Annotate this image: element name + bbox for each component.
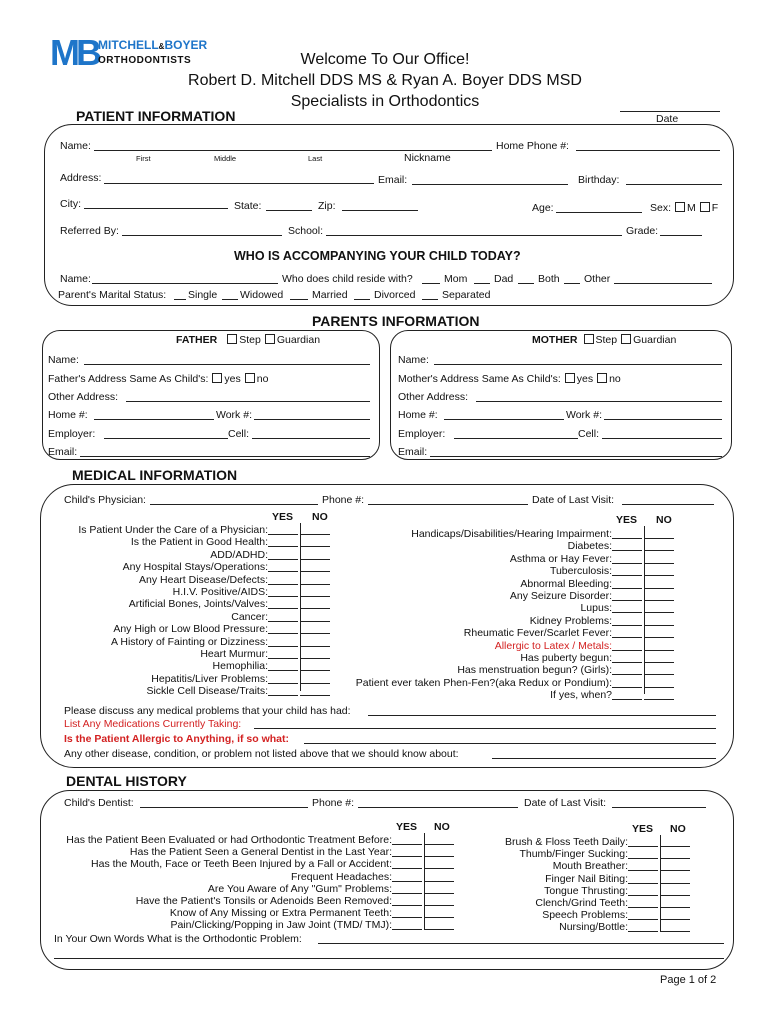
question-label: Are You Aware of Any "Gum" Problems: — [207, 882, 392, 895]
sex-m-checkbox[interactable] — [675, 202, 685, 212]
no-answer-line[interactable] — [424, 905, 454, 906]
question-label: Patient ever taken Phen-Fen?(aka Redux or Pondium): — [355, 676, 612, 689]
yes-answer-line[interactable] — [612, 687, 642, 688]
name-input[interactable] — [94, 150, 492, 151]
no-answer-line[interactable] — [644, 650, 674, 651]
no-answer-line[interactable] — [300, 621, 330, 622]
mother-other-address-input[interactable] — [476, 401, 722, 402]
yes-answer-line[interactable] — [612, 662, 642, 663]
no-answer-line[interactable] — [660, 870, 690, 871]
yes-answer-line[interactable] — [268, 695, 298, 696]
question-label: Know of Any Missing or Extra Permanent Teeth: — [169, 907, 392, 920]
yes-answer-line[interactable] — [268, 658, 298, 659]
no-answer-line[interactable] — [300, 596, 330, 597]
question-label: Diabetes: — [567, 540, 612, 553]
mother-name-input[interactable] — [434, 364, 722, 365]
yes-answer-line[interactable] — [612, 538, 642, 539]
question-label: Any Hospital Stays/Operations: — [122, 561, 268, 574]
no-answer-line[interactable] — [424, 929, 454, 930]
question-label: Has puberty begun: — [520, 652, 612, 664]
no-answer-line[interactable] — [644, 699, 674, 700]
zip-input[interactable] — [342, 210, 418, 211]
state-input[interactable] — [266, 210, 312, 211]
no-answer-line[interactable] — [644, 612, 674, 613]
question-label: Sickle Cell Disease/Traits: — [146, 685, 268, 698]
question-label: Finger Nail Biting: — [545, 872, 628, 885]
accompany-name-input[interactable] — [92, 283, 278, 284]
yes-answer-line[interactable] — [392, 929, 422, 930]
city-input[interactable] — [84, 208, 228, 209]
no-answer-line[interactable] — [644, 625, 674, 626]
no-answer-line[interactable] — [660, 931, 690, 932]
yes-answer-line[interactable] — [628, 931, 658, 932]
yes-answer-line[interactable] — [392, 868, 422, 869]
grade-input[interactable] — [660, 235, 702, 236]
question-label: Tuberculosis: — [549, 565, 612, 578]
question-label: Has the Patient Seen a General Dentist in the Last Year: — [129, 846, 392, 859]
yes-answer-line[interactable] — [612, 612, 642, 613]
question-label: Rheumatic Fever/Scarlet Fever: — [463, 627, 612, 640]
no-answer-line[interactable] — [300, 646, 330, 647]
no-answer-line[interactable] — [660, 858, 690, 859]
no-answer-line[interactable] — [300, 534, 330, 535]
yes-answer-line[interactable] — [628, 858, 658, 859]
yes-answer-line[interactable] — [392, 917, 422, 918]
question-label: Any High or Low Blood Pressure: — [113, 623, 268, 636]
no-answer-line[interactable] — [424, 856, 454, 857]
yes-answer-line[interactable] — [612, 563, 642, 564]
yes-answer-line[interactable] — [268, 571, 298, 572]
no-answer-line[interactable] — [300, 658, 330, 659]
question-label: Has menstruation begun? (Girls): — [457, 664, 612, 677]
no-answer-line[interactable] — [644, 538, 674, 539]
no-answer-line[interactable] — [660, 907, 690, 908]
question-label: Tongue Thrusting: — [544, 884, 628, 897]
yes-answer-line[interactable] — [392, 893, 422, 894]
question-label: Hemophilia: — [212, 660, 268, 673]
question-label: Cancer: — [231, 610, 268, 623]
question-label: Is the Patient in Good Health: — [130, 536, 268, 549]
yes-answer-line[interactable] — [612, 588, 642, 589]
father-step-checkbox[interactable] — [227, 334, 237, 344]
address-input[interactable] — [104, 183, 374, 184]
no-answer-line[interactable] — [300, 571, 330, 572]
medical-section-title: MEDICAL INFORMATION — [72, 467, 238, 483]
yes-answer-line[interactable] — [628, 846, 658, 847]
yes-answer-line[interactable] — [268, 646, 298, 647]
no-answer-line[interactable] — [644, 637, 674, 638]
question-label: Frequent Headaches: — [291, 870, 392, 883]
question-label: A History of Fainting or Dizziness: — [111, 635, 268, 648]
father-name-input[interactable] — [84, 364, 370, 365]
no-answer-line[interactable] — [300, 559, 330, 560]
yes-answer-line[interactable] — [612, 699, 642, 700]
yes-answer-line[interactable] — [268, 534, 298, 535]
age-input[interactable] — [556, 212, 642, 213]
no-answer-line[interactable] — [660, 846, 690, 847]
yes-answer-line[interactable] — [612, 600, 642, 601]
name-label: Name: — [60, 140, 91, 152]
question-label: ADD/ADHD: — [210, 548, 268, 561]
question-label: Lupus: — [580, 602, 612, 615]
no-answer-line[interactable] — [660, 919, 690, 920]
yes-answer-line[interactable] — [612, 575, 642, 576]
no-answer-line[interactable] — [660, 895, 690, 896]
yes-answer-line[interactable] — [612, 650, 642, 651]
logo-initials: MB — [50, 32, 98, 73]
no-answer-line[interactable] — [644, 674, 674, 675]
yes-answer-line[interactable] — [612, 625, 642, 626]
no-answer-line[interactable] — [300, 670, 330, 671]
email-input[interactable] — [412, 184, 568, 185]
school-input[interactable] — [326, 235, 622, 236]
father-guardian-checkbox[interactable] — [265, 334, 275, 344]
question-label: If yes, when? — [550, 689, 612, 702]
no-answer-line[interactable] — [644, 563, 674, 564]
sex-f-checkbox[interactable] — [700, 202, 710, 212]
no-answer-line[interactable] — [424, 893, 454, 894]
question-label: Artificial Bones, Joints/Valves: — [128, 598, 268, 611]
question-label: Asthma or Hay Fever: — [509, 552, 612, 565]
yes-answer-line[interactable] — [628, 919, 658, 920]
question-label: Hepatitis/Liver Problems: — [151, 672, 268, 685]
logo-name-2: BOYER — [164, 38, 208, 52]
yes-answer-line[interactable] — [628, 883, 658, 884]
question-label: Has the Patient Been Evaluated or had Orthodontic Treatment Before: — [66, 834, 392, 846]
no-answer-line[interactable] — [424, 868, 454, 869]
yes-answer-line[interactable] — [268, 546, 298, 547]
no-answer-line[interactable] — [424, 881, 454, 882]
dental-section-title: DENTAL HISTORY — [66, 773, 187, 789]
no-answer-line[interactable] — [644, 600, 674, 601]
question-label: Any Heart Disease/Defects: — [139, 573, 268, 586]
no-answer-line[interactable] — [644, 687, 674, 688]
yes-answer-line[interactable] — [268, 559, 298, 560]
question-label: Handicaps/Disabilities/Hearing Impairment: — [411, 528, 612, 540]
question-label: Any Seizure Disorder: — [509, 590, 612, 602]
question-label: Allergic to Latex / Metals: — [494, 639, 612, 652]
question-label: Is Patient Under the Care of a Physician: — [78, 524, 268, 536]
yes-answer-line[interactable] — [268, 683, 298, 684]
no-answer-line[interactable] — [300, 633, 330, 634]
no-answer-line[interactable] — [424, 844, 454, 845]
question-label: Brush & Floss Teeth Daily: — [505, 836, 628, 848]
yes-answer-line[interactable] — [268, 633, 298, 634]
no-answer-line[interactable] — [644, 550, 674, 551]
question-label: Has the Mouth, Face or Teeth Been Injured by a Fall or Accident: — [91, 858, 392, 871]
reside-other-input[interactable] — [614, 283, 712, 284]
question-label: Pain/Clicking/Popping in Jaw Joint (TMD/ TMJ): — [170, 919, 392, 932]
date-label: Date — [656, 113, 679, 125]
question-label: H.I.V. Positive/AIDS: — [172, 586, 268, 598]
question-label: Thumb/Finger Sucking: — [519, 848, 628, 861]
yes-answer-line[interactable] — [268, 670, 298, 671]
mother-guardian-checkbox[interactable] — [621, 334, 631, 344]
father-same-no[interactable] — [245, 373, 255, 383]
yes-answer-line[interactable] — [268, 584, 298, 585]
yes-answer-line[interactable] — [612, 637, 642, 638]
yes-answer-line[interactable] — [268, 608, 298, 609]
yes-answer-line[interactable] — [392, 881, 422, 882]
home-phone-input[interactable] — [576, 150, 720, 151]
no-answer-line[interactable] — [424, 917, 454, 918]
birthday-input[interactable] — [626, 184, 722, 185]
specialty-title: Specialists in Orthodontics — [290, 93, 480, 110]
no-answer-line[interactable] — [300, 695, 330, 696]
question-label: Have the Patient's Tonsils or Adenoids Been Removed: — [135, 895, 392, 907]
own-words-input[interactable] — [318, 943, 724, 944]
yes-answer-line[interactable] — [628, 907, 658, 908]
no-answer-line[interactable] — [644, 575, 674, 576]
yes-answer-line[interactable] — [268, 621, 298, 622]
yes-answer-line[interactable] — [392, 844, 422, 845]
father-other-address-input[interactable] — [126, 401, 370, 402]
question-label: Speech Problems: — [542, 909, 628, 922]
doctors-title: Robert D. Mitchell DDS MS & Ryan A. Boyer DDS MSD — [188, 72, 582, 89]
question-label: Heart Murmur: — [200, 648, 268, 660]
yes-answer-line[interactable] — [612, 674, 642, 675]
question-label: Nursing/Bottle: — [559, 921, 628, 934]
welcome-title: Welcome To Our Office! — [300, 51, 470, 68]
yes-answer-line[interactable] — [628, 870, 658, 871]
question-label: Clench/Grind Teeth: — [535, 897, 628, 909]
parents-section-title: PARENTS INFORMATION — [312, 313, 480, 329]
logo-name-1: MITCHELL — [98, 38, 159, 52]
question-label: Mouth Breather: — [552, 860, 628, 873]
father-same-yes[interactable] — [212, 373, 222, 383]
no-answer-line[interactable] — [300, 546, 330, 547]
patient-section-title: PATIENT INFORMATION — [76, 108, 236, 124]
yes-answer-line[interactable] — [392, 856, 422, 857]
yes-answer-line[interactable] — [628, 895, 658, 896]
yes-answer-line[interactable] — [392, 905, 422, 906]
mother-same-no[interactable] — [597, 373, 607, 383]
mother-step-checkbox[interactable] — [584, 334, 594, 344]
logo-amp: & — [158, 42, 165, 51]
no-answer-line[interactable] — [644, 662, 674, 663]
accompany-title: WHO IS ACCOMPANYING YOUR CHILD TODAY? — [234, 249, 521, 263]
yes-answer-line[interactable] — [612, 550, 642, 551]
mother-same-yes[interactable] — [565, 373, 575, 383]
no-answer-line[interactable] — [644, 588, 674, 589]
question-label: Kidney Problems: — [529, 614, 612, 627]
logo-name-3: ORTHODONTISTS — [98, 55, 192, 66]
no-answer-line[interactable] — [660, 883, 690, 884]
no-answer-line[interactable] — [300, 683, 330, 684]
question-label: Abnormal Bleeding: — [520, 577, 612, 590]
page-number: Page 1 of 2 — [660, 974, 717, 986]
referred-input[interactable] — [122, 235, 282, 236]
yes-answer-line[interactable] — [268, 596, 298, 597]
no-answer-line[interactable] — [300, 608, 330, 609]
no-answer-line[interactable] — [300, 584, 330, 585]
